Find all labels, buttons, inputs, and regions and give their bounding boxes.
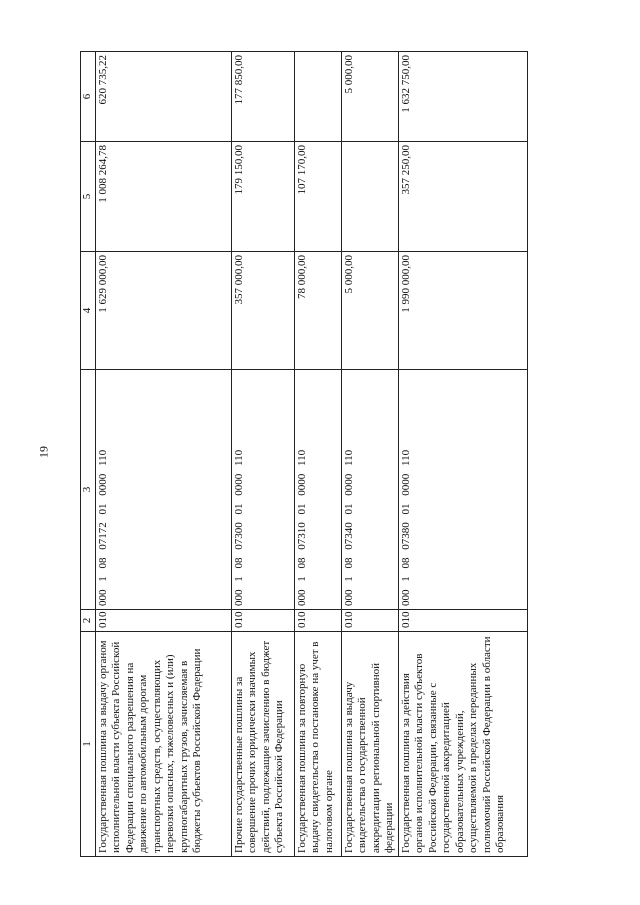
row-code: 000 1 08 07172 01 0000 110 xyxy=(95,370,231,610)
row-code: 000 1 08 07300 01 0000 110 xyxy=(231,370,294,610)
row-code: 000 1 08 07310 01 0000 110 xyxy=(294,370,341,610)
rotated-table-wrapper xyxy=(80,52,580,857)
row-name: Государственная пошлина за выдачу органом исполнительной власти субъекта Российской Федерации специального разрешения на движение по автомобильным дорогам транспортных средств, осуществляющих перевозки опасных, тяжеловесных и (или) крупногабаритных грузов, зачисляемая в бюджеты субъектов Российской Федерации xyxy=(95,632,231,857)
row-col2: 010 xyxy=(95,610,231,632)
row-col5: 179 150,00 xyxy=(231,142,294,252)
row-col2: 010 xyxy=(294,610,341,632)
header-col-1: 1 xyxy=(81,632,96,857)
header-row xyxy=(81,52,96,857)
row-col4: 5 000,00 xyxy=(341,252,398,370)
row-col5: 107 170,00 xyxy=(294,142,341,252)
revenue-table xyxy=(80,51,528,857)
row-col5: 357 250,00 xyxy=(398,142,527,252)
row-code: 000 1 08 07380 01 0000 110 xyxy=(398,370,527,610)
row-name: Государственная пошлина за действия органов исполнительной власти субъектов Российской Федерации, связанные с государственной аккредитацией образовательных учреждений, осуществляемой в пределах переданных полномочий Российской Федерации в области образования xyxy=(398,632,527,857)
row-name: Прочие государственные пошлины за совершение прочих юридически значимых действий, подлежащие зачислению в бюджет субъекта Российской Федерации xyxy=(231,632,294,857)
row-col2: 010 xyxy=(231,610,294,632)
row-col6: 5 000,00 xyxy=(341,52,398,142)
table-row xyxy=(95,52,231,857)
row-col4: 357 000,00 xyxy=(231,252,294,370)
row-col6: 620 735,22 xyxy=(95,52,231,142)
table-row xyxy=(398,52,527,857)
header-col-5: 5 xyxy=(81,142,96,252)
header-col-2: 2 xyxy=(81,610,96,632)
table-row xyxy=(294,52,341,857)
row-name: Государственная пошлина за повторную выдачу свидетельства о постановке на учет в налоговом органе xyxy=(294,632,341,857)
header-col-6: 6 xyxy=(81,52,96,142)
row-code: 000 1 08 07340 01 0000 110 xyxy=(341,370,398,610)
row-name: Государственная пошлина за выдачу свидетельства о государственной аккредитации региональной спортивной федерации xyxy=(341,632,398,857)
header-col-4: 4 xyxy=(81,252,96,370)
page-number: 19 xyxy=(36,446,51,458)
row-col2: 010 xyxy=(341,610,398,632)
row-col5: 1 008 264,78 xyxy=(95,142,231,252)
row-col4: 1 990 000,00 xyxy=(398,252,527,370)
table-row xyxy=(341,52,398,857)
row-col6: 1 632 750,00 xyxy=(398,52,527,142)
row-col5 xyxy=(341,142,398,252)
table-row xyxy=(231,52,294,857)
row-col4: 78 000,00 xyxy=(294,252,341,370)
row-col6: 177 850,00 xyxy=(231,52,294,142)
row-col4: 1 629 000,00 xyxy=(95,252,231,370)
row-col6 xyxy=(294,52,341,142)
header-col-3: 3 xyxy=(81,370,96,610)
row-col2: 010 xyxy=(398,610,527,632)
